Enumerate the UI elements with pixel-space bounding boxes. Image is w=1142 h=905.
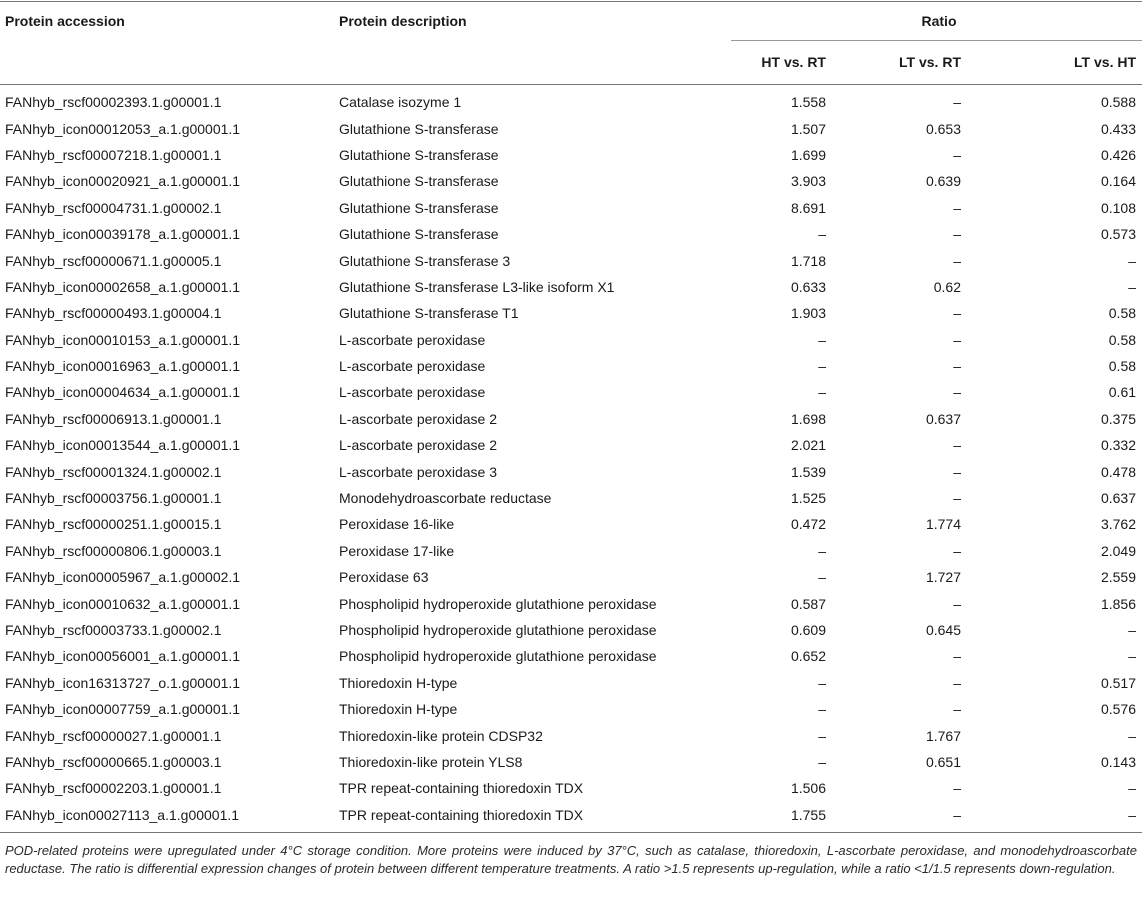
cell-lt-vs-rt: – xyxy=(953,437,961,454)
cell-protein-accession: FANhyb_rscf00000251.1.g00015.1 xyxy=(5,516,222,533)
table-row xyxy=(0,643,1142,669)
cell-lt-vs-ht: 2.049 xyxy=(1100,542,1137,559)
cell-protein-description: Catalase isozyme 1 xyxy=(339,94,462,111)
table-row xyxy=(0,85,1142,116)
cell-lt-vs-rt: – xyxy=(953,199,961,216)
table-row xyxy=(0,485,1142,511)
cell-ht-vs-rt: 1.698 xyxy=(790,410,826,427)
cell-lt-vs-ht: 1.856 xyxy=(1100,595,1137,612)
cell-protein-description: L-ascorbate peroxidase 2 xyxy=(339,437,497,454)
cell-lt-vs-rt: – xyxy=(953,780,961,797)
cell-ht-vs-rt: 1.525 xyxy=(790,490,826,507)
table-row xyxy=(0,802,1142,833)
cell-lt-vs-rt: – xyxy=(953,490,961,507)
cell-lt-vs-ht: 0.573 xyxy=(1100,226,1137,243)
cell-ht-vs-rt: 1.558 xyxy=(790,94,826,111)
header-empty xyxy=(0,41,334,85)
table-row xyxy=(0,142,1142,168)
cell-protein-description: Phospholipid hydroperoxide glutathione peroxidase xyxy=(339,622,657,638)
table-row xyxy=(0,406,1142,432)
cell-lt-vs-ht: 0.576 xyxy=(1100,701,1137,718)
table-row xyxy=(0,379,1142,405)
cell-lt-vs-rt: – xyxy=(953,358,961,375)
cell-ht-vs-rt: 2.021 xyxy=(790,437,826,454)
cell-protein-description: L-ascorbate peroxidase xyxy=(339,331,486,348)
cell-protein-accession: FANhyb_rscf00003756.1.g00001.1 xyxy=(5,490,222,507)
cell-ht-vs-rt: 1.539 xyxy=(790,463,826,480)
header-ht-vs-rt: HT vs. RT xyxy=(761,54,826,70)
cell-protein-accession: FANhyb_icon00016963_a.1.g00001.1 xyxy=(5,358,241,375)
cell-lt-vs-ht: 0.426 xyxy=(1100,146,1137,163)
cell-lt-vs-ht: 0.164 xyxy=(1100,173,1137,190)
cell-ht-vs-rt: 0.652 xyxy=(790,648,826,665)
cell-lt-vs-ht: 0.588 xyxy=(1100,94,1137,111)
cell-ht-vs-rt: – xyxy=(818,701,826,718)
cell-protein-description: TPR repeat-containing thioredoxin TDX xyxy=(339,780,584,797)
cell-ht-vs-rt: – xyxy=(818,384,826,401)
cell-ht-vs-rt: – xyxy=(818,358,826,375)
cell-ht-vs-rt: 0.609 xyxy=(790,622,826,638)
cell-ht-vs-rt: 0.633 xyxy=(790,278,826,295)
cell-protein-accession: FANhyb_icon00004634_a.1.g00001.1 xyxy=(5,384,241,401)
cell-protein-description: Glutathione S-transferase 3 xyxy=(339,252,511,269)
cell-protein-description: L-ascorbate peroxidase xyxy=(339,384,486,401)
cell-lt-vs-ht: 0.517 xyxy=(1100,674,1137,691)
header-row-top xyxy=(0,2,1142,41)
cell-protein-accession: FANhyb_rscf00000671.1.g00005.1 xyxy=(5,252,222,269)
cell-protein-description: Glutathione S-transferase xyxy=(339,199,499,216)
cell-protein-description: Thioredoxin-like protein YLS8 xyxy=(339,753,523,770)
cell-protein-description: Glutathione S-transferase L3-like isoform X1 xyxy=(339,278,615,295)
cell-lt-vs-ht: 0.108 xyxy=(1100,199,1137,216)
table-row xyxy=(0,432,1142,458)
header-lt-vs-ht: LT vs. HT xyxy=(1074,54,1137,70)
header-protein-accession: Protein accession xyxy=(5,13,125,29)
header-row-sub xyxy=(0,41,1142,85)
table-footnote: POD-related proteins were upregulated under 4°C storage condition. More proteins were induced by 37°C, such as catalase, thioredoxin, L-ascorbate peroxidase, and monodehydroascorbate reductase. The ratio is differential expression changes of protein between different temperature treatments. A ratio >1.5 represents up-regulation, while a ratio <1/1.5 represents down-regulation. xyxy=(5,843,1137,876)
cell-protein-accession: FANhyb_rscf00002203.1.g00001.1 xyxy=(5,780,222,797)
cell-lt-vs-ht: – xyxy=(1128,727,1137,744)
cell-protein-description: Glutathione S-transferase T1 xyxy=(339,305,519,322)
cell-lt-vs-ht: – xyxy=(1128,622,1137,638)
header-lt-vs-rt: LT vs. RT xyxy=(899,54,961,70)
cell-lt-vs-rt: – xyxy=(953,595,961,612)
cell-protein-description: Glutathione S-transferase xyxy=(339,173,499,190)
cell-protein-description: Peroxidase 17-like xyxy=(339,542,455,559)
table-body xyxy=(0,85,1142,833)
table-row xyxy=(0,274,1142,300)
cell-lt-vs-rt: – xyxy=(953,94,961,111)
cell-protein-description: Thioredoxin H-type xyxy=(339,701,458,718)
cell-lt-vs-ht: 0.58 xyxy=(1108,331,1137,348)
cell-protein-description: Phospholipid hydroperoxide glutathione peroxidase xyxy=(339,648,657,665)
protein-ratio-table xyxy=(0,1,1142,833)
cell-protein-accession: FANhyb_icon00013544_a.1.g00001.1 xyxy=(5,437,241,454)
cell-protein-accession: FANhyb_rscf00000493.1.g00004.1 xyxy=(5,305,222,322)
cell-protein-description: L-ascorbate peroxidase 2 xyxy=(339,410,497,427)
table-row xyxy=(0,722,1142,748)
header-ratio: Ratio xyxy=(731,2,1142,41)
cell-protein-accession: FANhyb_icon00027113_a.1.g00001.1 xyxy=(0,802,334,833)
cell-lt-vs-ht: 0.58 xyxy=(1108,305,1137,322)
cell-ht-vs-rt: 1.718 xyxy=(790,252,826,269)
cell-ht-vs-rt: 3.903 xyxy=(790,173,826,190)
cell-lt-vs-rt: – xyxy=(953,542,961,559)
cell-lt-vs-ht: – xyxy=(1128,278,1137,295)
table-row xyxy=(0,617,1142,643)
cell-lt-vs-ht: 0.143 xyxy=(1100,753,1137,770)
cell-protein-accession: FANhyb_icon00020921_a.1.g00001.1 xyxy=(5,173,241,190)
cell-protein-accession: FANhyb_icon16313727_o.1.g00001.1 xyxy=(5,674,241,691)
cell-ht-vs-rt: 0.587 xyxy=(790,595,826,612)
table-row xyxy=(0,247,1142,273)
cell-lt-vs-rt: – xyxy=(953,701,961,718)
cell-ht-vs-rt: 0.472 xyxy=(790,516,826,533)
cell-protein-accession: FANhyb_rscf00000027.1.g00001.1 xyxy=(5,727,222,744)
cell-lt-vs-rt: 1.727 xyxy=(925,569,961,586)
table-row xyxy=(0,115,1142,141)
table-row xyxy=(0,590,1142,616)
cell-lt-vs-rt: 0.651 xyxy=(925,753,961,770)
cell-ht-vs-rt: 1.507 xyxy=(790,120,826,137)
table-row xyxy=(0,511,1142,537)
cell-protein-accession: FANhyb_icon00039178_a.1.g00001.1 xyxy=(5,226,241,243)
cell-lt-vs-ht: 0.433 xyxy=(1100,120,1137,137)
cell-protein-accession: FANhyb_icon00012053_a.1.g00001.1 xyxy=(5,120,241,137)
cell-lt-vs-ht: – xyxy=(1128,648,1137,665)
table-row xyxy=(0,538,1142,564)
cell-protein-accession: FANhyb_rscf00000665.1.g00003.1 xyxy=(5,753,222,770)
table-row xyxy=(0,300,1142,326)
cell-lt-vs-rt: – xyxy=(953,648,961,665)
cell-protein-accession: FANhyb_rscf00001324.1.g00002.1 xyxy=(5,463,222,480)
table-row xyxy=(0,168,1142,194)
cell-protein-description: Glutathione S-transferase xyxy=(339,226,499,243)
cell-lt-vs-ht: 0.478 xyxy=(1100,463,1137,480)
cell-protein-accession: FANhyb_rscf00004731.1.g00002.1 xyxy=(5,199,222,216)
cell-protein-accession: FANhyb_rscf00006913.1.g00001.1 xyxy=(5,410,222,427)
cell-protein-description: Thioredoxin H-type xyxy=(339,674,458,691)
cell-ht-vs-rt: 8.691 xyxy=(790,199,826,216)
cell-lt-vs-rt: 0.637 xyxy=(925,410,961,427)
cell-lt-vs-ht: 0.332 xyxy=(1100,437,1137,454)
cell-protein-accession: FANhyb_rscf00002393.1.g00001.1 xyxy=(5,94,222,111)
table-row xyxy=(0,327,1142,353)
cell-protein-accession: FANhyb_icon00005967_a.1.g00002.1 xyxy=(5,569,241,586)
header-protein-description: Protein description xyxy=(339,13,467,29)
table-row xyxy=(0,564,1142,590)
cell-protein-description: Thioredoxin-like protein CDSP32 xyxy=(339,727,543,744)
cell-protein-description: TPR repeat-containing thioredoxin TDX xyxy=(334,802,731,833)
cell-lt-vs-rt: – xyxy=(953,146,961,163)
cell-protein-description: Phospholipid hydroperoxide glutathione peroxidase xyxy=(339,595,657,612)
header-empty xyxy=(334,41,731,85)
cell-lt-vs-rt: 1.767 xyxy=(925,727,961,744)
cell-ht-vs-rt: 1.506 xyxy=(790,780,826,797)
table-row xyxy=(0,458,1142,484)
cell-lt-vs-rt: – xyxy=(953,226,961,243)
cell-ht-vs-rt: 1.755 xyxy=(731,802,866,833)
cell-ht-vs-rt: – xyxy=(818,569,826,586)
table-row xyxy=(0,670,1142,696)
cell-protein-accession: FANhyb_icon00010153_a.1.g00001.1 xyxy=(5,331,241,348)
cell-lt-vs-rt: – xyxy=(953,674,961,691)
cell-protein-accession: FANhyb_rscf00003733.1.g00002.1 xyxy=(5,622,222,638)
cell-lt-vs-rt: 0.653 xyxy=(925,120,961,137)
cell-lt-vs-ht: 3.762 xyxy=(1100,516,1137,533)
cell-ht-vs-rt: – xyxy=(818,542,826,559)
cell-ht-vs-rt: 1.699 xyxy=(790,146,826,163)
cell-lt-vs-ht: 0.375 xyxy=(1100,410,1137,427)
cell-ht-vs-rt: – xyxy=(818,674,826,691)
cell-lt-vs-rt: – xyxy=(953,384,961,401)
cell-protein-description: Glutathione S-transferase xyxy=(339,146,499,163)
cell-protein-accession: FANhyb_icon00002658_a.1.g00001.1 xyxy=(5,278,241,295)
cell-lt-vs-ht: 0.637 xyxy=(1100,490,1137,507)
table-row xyxy=(0,221,1142,247)
table-row xyxy=(0,749,1142,775)
cell-lt-vs-rt: – xyxy=(866,802,1001,833)
cell-lt-vs-rt: 0.639 xyxy=(925,173,961,190)
table-row xyxy=(0,775,1142,801)
cell-protein-accession: FANhyb_rscf00007218.1.g00001.1 xyxy=(5,146,222,163)
cell-ht-vs-rt: 1.903 xyxy=(790,305,826,322)
cell-protein-description: Peroxidase 16-like xyxy=(339,516,455,533)
cell-protein-accession: FANhyb_rscf00000806.1.g00003.1 xyxy=(5,542,222,559)
cell-protein-description: L-ascorbate peroxidase 3 xyxy=(339,463,497,480)
cell-protein-description: Glutathione S-transferase xyxy=(339,120,499,137)
cell-lt-vs-rt: 0.62 xyxy=(933,278,961,295)
cell-lt-vs-rt: 1.774 xyxy=(925,516,961,533)
cell-lt-vs-rt: – xyxy=(953,305,961,322)
table-row xyxy=(0,353,1142,379)
cell-ht-vs-rt: – xyxy=(818,753,826,770)
cell-ht-vs-rt: – xyxy=(818,226,826,243)
cell-lt-vs-ht: 0.58 xyxy=(1108,358,1137,375)
cell-protein-accession: FANhyb_icon00007759_a.1.g00001.1 xyxy=(5,701,241,718)
cell-lt-vs-ht: 0.61 xyxy=(1108,384,1137,401)
cell-lt-vs-rt: – xyxy=(953,463,961,480)
table-row xyxy=(0,195,1142,221)
cell-lt-vs-rt: – xyxy=(953,331,961,348)
cell-lt-vs-ht: – xyxy=(1128,780,1137,797)
cell-lt-vs-rt: 0.645 xyxy=(925,622,961,638)
cell-lt-vs-ht: – xyxy=(1128,252,1137,269)
table-row xyxy=(0,696,1142,722)
cell-lt-vs-rt: – xyxy=(953,252,961,269)
cell-protein-description: L-ascorbate peroxidase xyxy=(339,358,486,375)
cell-ht-vs-rt: – xyxy=(818,331,826,348)
cell-protein-accession: FANhyb_icon00056001_a.1.g00001.1 xyxy=(5,648,241,665)
cell-protein-description: Peroxidase 63 xyxy=(339,569,429,586)
cell-ht-vs-rt: – xyxy=(818,727,826,744)
cell-protein-description: Monodehydroascorbate reductase xyxy=(339,490,552,507)
cell-lt-vs-ht: – xyxy=(1001,802,1142,833)
cell-lt-vs-ht: 2.559 xyxy=(1100,569,1137,586)
cell-protein-accession: FANhyb_icon00010632_a.1.g00001.1 xyxy=(5,595,241,612)
